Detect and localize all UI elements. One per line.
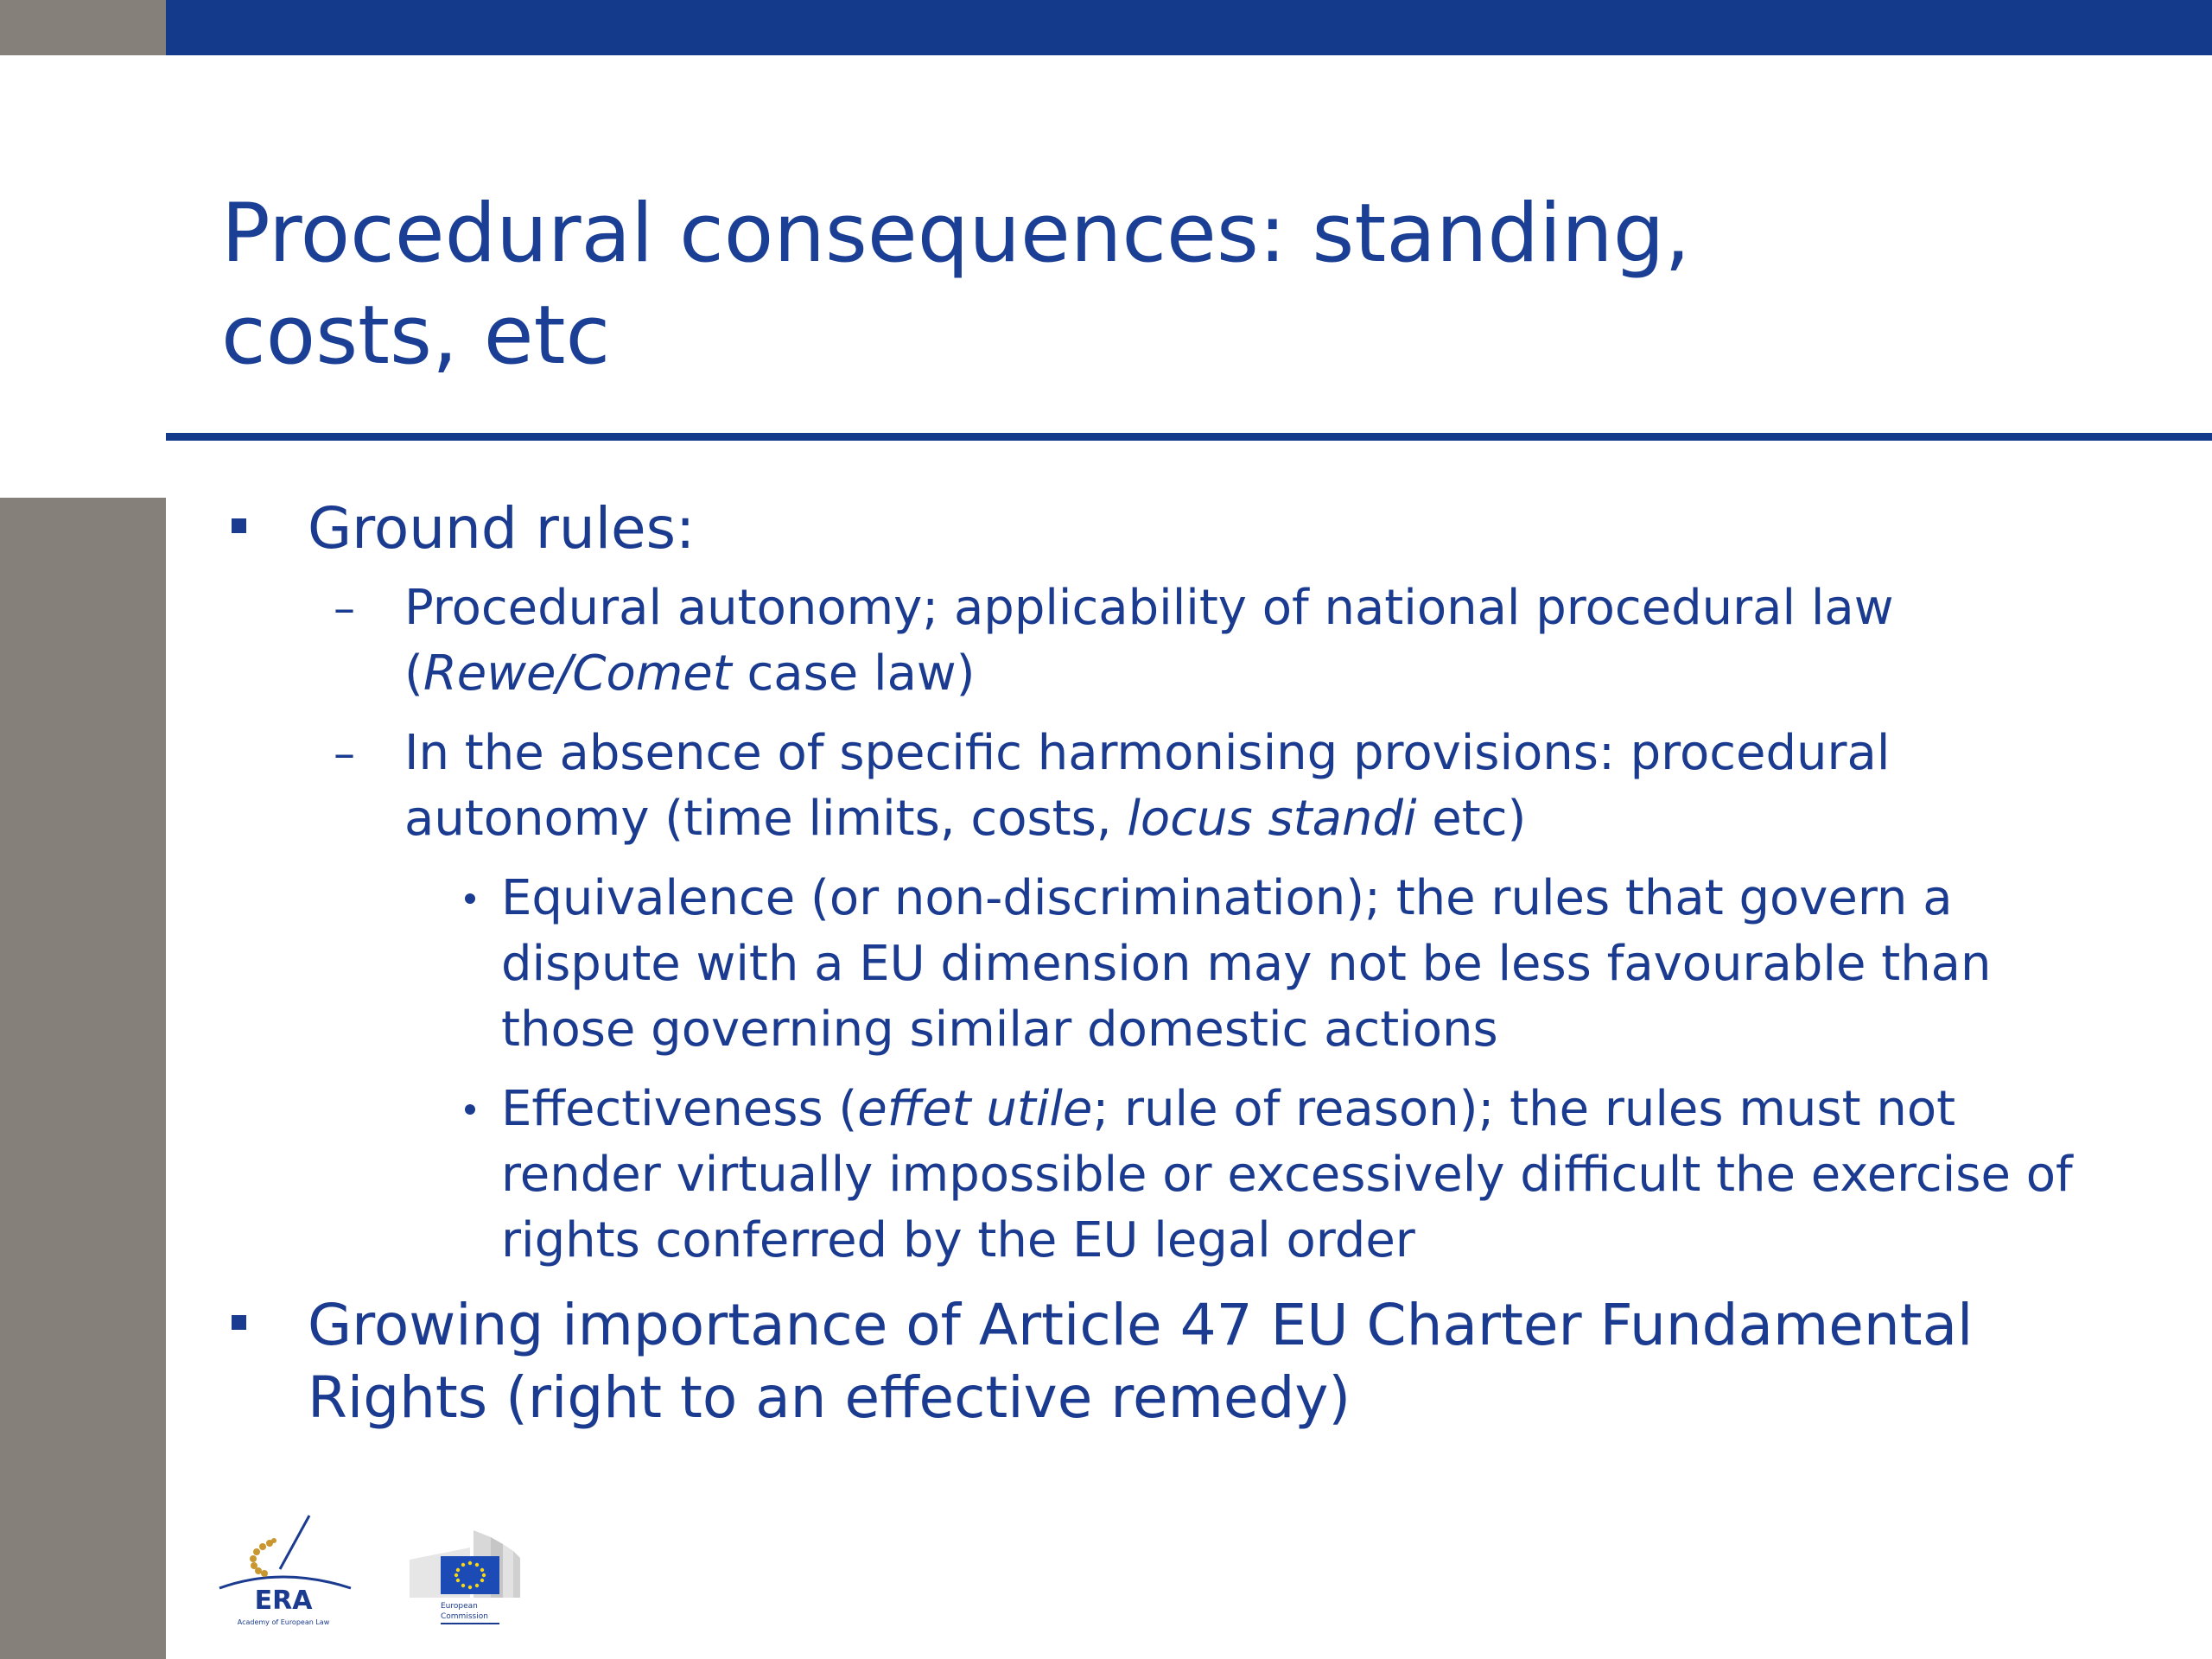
effet-utile-term: effet utile [857,1081,1093,1137]
round-bullet-icon [465,893,475,904]
slide-content [221,493,2079,1450]
slide-title [221,183,2122,387]
era-logo-fullname: Academy of European Law [237,1618,330,1626]
left-rail [0,498,166,1659]
case-law-suffix: case law) [731,645,976,702]
case-name-rewe-comet: Rewe/Comet [423,645,732,702]
square-bullet-icon [232,1315,246,1330]
bullet-ground-rules-label: Ground rules: [308,495,696,562]
round-bullet-icon [465,1104,475,1115]
era-logo-acronym: ERA [254,1586,313,1616]
sub-bullet-absence-of-harmonisation [308,721,2079,1274]
era-logo [213,1512,359,1633]
sub-bullet-procedural-autonomy [308,575,2079,707]
european-commission-logo [406,1525,562,1633]
square-bullet-icon [232,518,246,533]
bullet-article-47 [221,1289,2079,1434]
point-effectiveness-pre: Effectiveness ( [501,1081,858,1137]
dash-bullet-icon: – [334,583,355,633]
slide-title-line-2: costs, etc [221,289,611,383]
sub-bullet-absence-line-2-post: etc) [1416,791,1527,847]
paren-open: ( [404,645,423,702]
ec-logo-line-2: Commission [441,1612,488,1621]
bullet-article-47-text: Growing importance of Article 47 EU Charter Fundamental Rights (right to an effective remedy) [308,1292,1974,1431]
point-equivalence-text: Equivalence (or non-discrimination); the rules that govern a dispute with a EU dimension may not be less favourable than those governing similar domestic actions [501,870,1992,1058]
title-divider [166,433,2212,441]
point-equivalence [404,866,2079,1063]
point-effectiveness-post: ; rule of reason); the rules must not render virtually impossible or excessively difficult the exercise of rights conferred by the EU legal order [501,1081,2073,1268]
sub-bullet-procedural-autonomy-line: Procedural autonomy; applicability of national procedural law [404,580,1894,636]
ec-logo-line-1: European [441,1602,478,1611]
bullet-ground-rules [221,493,2079,1274]
dash-bullet-icon: – [334,728,355,779]
locus-standi-term: locus standi [1127,791,1417,847]
sub-bullet-absence-line-1: In the absence of specific harmonising provisions: procedural [404,725,1891,781]
header-bar-blue-segment [166,0,2212,55]
ground-rules-sublist [308,575,2079,1274]
slide-title-line-1: Procedural consequences: standing, [221,187,1691,281]
point-effectiveness [404,1077,2079,1274]
principles-list [404,866,2079,1274]
sub-bullet-absence-line-2-pre: autonomy (time limits, costs, [404,791,1128,847]
header-bar-gray-segment [0,0,166,55]
